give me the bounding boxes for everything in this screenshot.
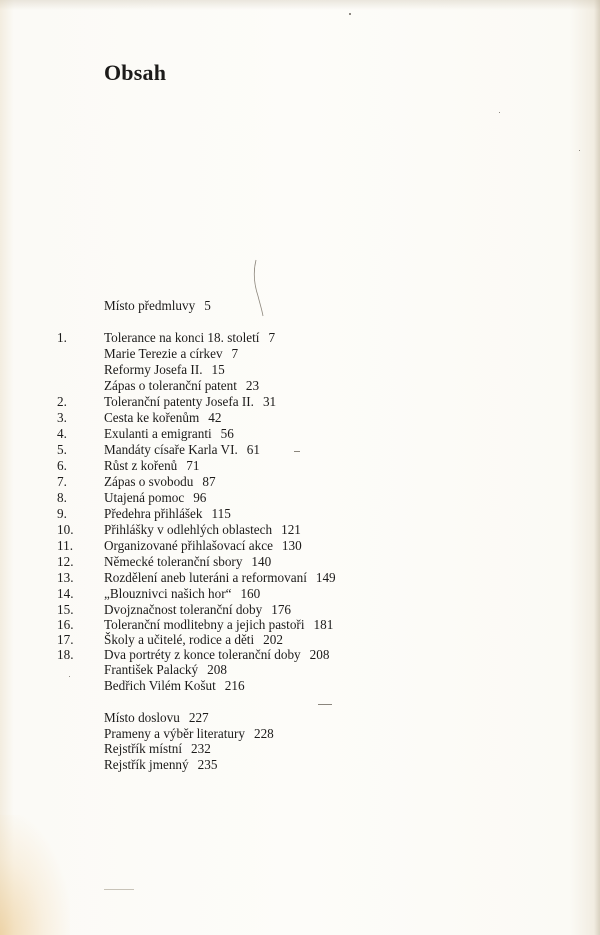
pencil-dash [104, 889, 134, 890]
toc-item-title: Místo doslovu [104, 710, 180, 725]
chapter-number: 8. [57, 490, 67, 505]
chapter-page: 7 [231, 346, 239, 361]
chapter-title: Cesta ke kořenům [104, 410, 200, 425]
chapter-title: Organizované přihlašovací akce [104, 538, 273, 553]
toc-item-title: Místo předmluvy [104, 298, 196, 313]
chapter-title: Předehra přihlášek [104, 506, 203, 521]
paper-speck [499, 112, 500, 113]
chapter-page: 140 [251, 554, 272, 569]
chapter-title: Marie Terezie a církev [104, 346, 223, 361]
chapter-title: Rozdělení aneb luteráni a reformovaní [104, 570, 307, 585]
chapter-page: 42 [208, 410, 222, 425]
chapter-title: Růst z kořenů [104, 458, 178, 473]
chapter-page: 149 [315, 570, 336, 585]
chapter-page: 87 [202, 474, 216, 489]
page-top-shadow [0, 0, 600, 10]
chapter-title: Zápas o svobodu [104, 474, 194, 489]
chapter-number: 7. [57, 474, 67, 489]
chapter-title: Německé toleranční sbory [104, 554, 243, 569]
chapter-page: 176 [271, 602, 291, 617]
chapter-page: 31 [262, 394, 277, 409]
pencil-dash [318, 704, 332, 705]
chapter-page: 181 [313, 617, 334, 632]
pencil-dash [294, 451, 300, 452]
chapter-number: 2. [57, 394, 67, 409]
toc-item-page: 232 [191, 741, 211, 756]
chapter-page: 71 [186, 458, 200, 473]
page-title: Obsah [104, 60, 167, 85]
chapter-title: Dva portréty z konce toleranční doby [104, 647, 301, 662]
paper-speck [349, 13, 351, 15]
chapter-page: 202 [263, 632, 283, 647]
chapter-number: 6. [57, 458, 67, 473]
corner-stain [0, 815, 70, 935]
page-right-shadow [594, 0, 600, 935]
chapter-number: 13. [57, 570, 74, 585]
chapter-title: Přihlášky v odlehlých oblastech [104, 522, 273, 537]
chapter-page: 56 [220, 426, 234, 441]
chapter-title: Toleranční patenty Josefa II. [104, 394, 254, 409]
chapter-page: 216 [224, 678, 245, 693]
chapter-number: 1. [57, 330, 67, 345]
chapter-page: 15 [211, 362, 225, 377]
paper-speck [579, 150, 580, 151]
chapter-title: Zápas o toleranční patent [104, 378, 237, 393]
chapter-page: 160 [240, 586, 261, 601]
chapter-number: 14. [57, 586, 74, 601]
chapter-page: 121 [281, 522, 301, 537]
chapter-title: Dvojznačnost toleranční doby [104, 602, 263, 617]
chapter-page: 23 [245, 378, 260, 393]
chapter-number: 5. [57, 442, 67, 457]
chapter-title: Utajená pomoc [104, 490, 185, 505]
chapter-page: 7 [268, 330, 276, 345]
chapter-title: Mandáty císaře Karla VI. [104, 442, 238, 457]
toc-item-page: 5 [204, 298, 211, 313]
chapter-page: 61 [246, 442, 260, 457]
chapter-number: 18. [57, 647, 74, 662]
chapter-title: Bedřich Vilém Košut [104, 678, 216, 693]
paper-speck [69, 676, 70, 677]
chapter-title: Reformy Josefa II. [104, 362, 203, 377]
chapter-number: 3. [57, 410, 67, 425]
chapter-page: 208 [309, 647, 330, 662]
chapter-page: 115 [211, 506, 231, 521]
pencil-mark-icon [250, 258, 266, 318]
toc-item-page: 228 [253, 726, 274, 741]
chapter-number: 9. [57, 506, 67, 521]
chapter-page: 130 [281, 538, 302, 553]
chapter-title: František Palacký [104, 662, 199, 677]
chapter-title: Školy a učitelé, rodice a děti [104, 632, 255, 647]
chapter-page: 208 [207, 662, 227, 677]
toc-item-title: Rejstřík jmenný [104, 757, 189, 772]
chapter-number: 16. [57, 617, 74, 632]
chapter-number: 15. [57, 602, 74, 617]
chapter-number: 11. [57, 538, 73, 553]
chapter-title: „Blouznivci našich hor“ [104, 586, 232, 601]
toc-item-title: Prameny a výběr literatury [104, 726, 245, 741]
chapter-number: 10. [57, 522, 74, 537]
toc-item-page: 227 [188, 710, 209, 725]
chapter-number: 4. [57, 426, 67, 441]
chapter-title: Exulanti a emigranti [104, 426, 212, 441]
chapter-title: Tolerance na konci 18. století [104, 330, 260, 345]
chapter-page: 96 [193, 490, 207, 505]
chapter-number: 12. [57, 554, 74, 569]
chapter-number: 17. [57, 632, 74, 647]
toc-item-title: Rejstřík místní [104, 741, 183, 756]
chapter-title: Toleranční modlitebny a jejich pastoři [104, 617, 305, 632]
toc-item-page: 235 [197, 757, 218, 772]
